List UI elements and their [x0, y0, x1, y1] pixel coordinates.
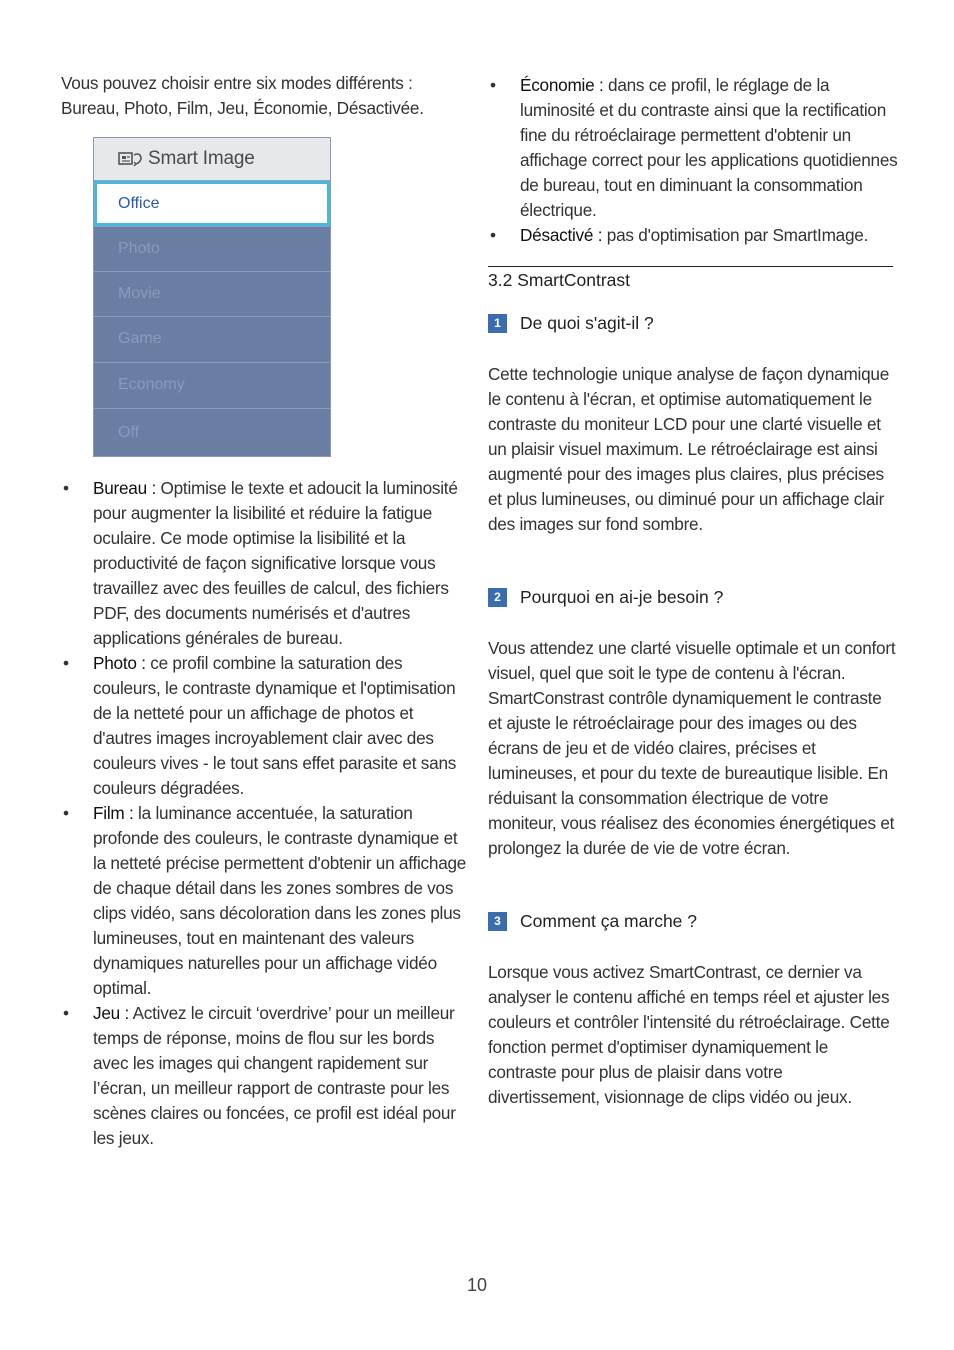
body-text: Cette technologie unique analyse de façon dynamique le contenu à l'écran, et optimise automatiquement le contraste du moniteur LCD pour une clarté visuelle et un plaisir visuel maximum. Le rétroéclairage est ainsi augmenté pour des images plus claires, plus précises et plus lumineuses, ou diminué pour un affichage clair des images sur fond sombre. — [488, 364, 890, 534]
osd-item-game[interactable]: Game — [94, 316, 330, 361]
body-text: Lorsque vous activez SmartContrast, ce dernier va analyser le contenu affiché en temps réel et ajuster les couleurs et contrôler l'intensité du rétroéclairage. Cette fonction permet d'optimiser dynamiquement le contraste pour plus de plaisir dans votre divertissement, visionnage de clips vidéo ou jeux. — [488, 962, 890, 1107]
number-badge: 3 — [488, 912, 507, 931]
mode-list-left — [61, 476, 471, 1151]
osd-header — [94, 138, 330, 181]
list-item: • Film : la luminance accentuée, la saturation profonde des couleurs, le contraste dynamique et la netteté précise permettent d'obtenir un affichage de chaque détail dans les zones sombres de vos clips vidéo, sans décoloration dans les zones plus lumineuses, tout en maintenant des valeurs dynamiques naturelles pour un affichage vidéo optimal. — [63, 803, 467, 998]
mode-list-right — [488, 73, 898, 248]
bullet-text: dans ce profil, le réglage de la luminosité et du contraste ainsi que la rectification fine du rétroéclairage permettent d'obtenir un affichage correct pour les applications quotidiennes de bureau, tout en diminuant la consommation électrique. — [520, 75, 898, 220]
section-title: 3.2 SmartContrast — [488, 270, 630, 290]
list-item: • Bureau : Optimise le texte et adoucit la luminosité pour augmenter la lisibilité et réduire la fatigue oculaire. Ce mode optimise la lisibilité et la productivité de façon significative lorsque vous travaillez avec des feuilles de calcul, des fichiers PDF, des documents numérisés et d'autres applications générales de bureau. — [63, 478, 458, 648]
subsection-heading-3 — [488, 911, 697, 932]
subsection-body-2 — [488, 636, 896, 861]
subsection-title: Pourquoi en ai-je besoin ? — [520, 587, 724, 607]
osd-item-off[interactable]: Off — [94, 408, 330, 456]
subsection-body-3 — [488, 960, 896, 1110]
smart-image-osd-panel — [93, 137, 331, 457]
osd-item-movie[interactable]: Movie — [94, 271, 330, 316]
list-item: • Jeu : Activez le circuit ‘overdrive’ pour un meilleur temps de réponse, moins de flou sur les bords avec les images qui changent rapidement sur l’écran, un meilleur rapport de contraste pour les scènes claires ou foncées, ce profil est idéal pour les jeux. — [63, 1003, 456, 1148]
subsection-heading-1 — [488, 313, 654, 334]
osd-item-office[interactable]: Office — [94, 181, 330, 226]
list-item: • Économie : dans ce profil, le réglage de la luminosité et du contraste ainsi que la rectification fine du rétroéclairage permettent d'obtenir un affichage correct pour les applications quotidiennes de bureau, tout en diminuant la consommation électrique. — [490, 75, 898, 220]
subsection-title: De quoi s'agit-il ? — [520, 313, 654, 333]
subsection-heading-2 — [488, 587, 723, 608]
intro-paragraph — [61, 71, 471, 121]
bullet-term: Économie : — [520, 75, 604, 95]
intro-text: Vous pouvez choisir entre six modes différents : Bureau, Photo, Film, Jeu, Économie, Désactivée. — [61, 73, 424, 118]
bullet-term: Jeu : — [93, 1003, 130, 1023]
osd-item-photo[interactable]: Photo — [94, 226, 330, 271]
bullet-text: Activez le circuit ‘overdrive’ pour un meilleur temps de réponse, moins de flou sur les bords avec les images qui changent rapidement sur l’écran, un meilleur rapport de contraste pour les scènes claires ou foncées, ce profil est idéal pour les jeux. — [93, 1003, 456, 1148]
bullet-term: Désactivé : — [520, 225, 603, 245]
smart-image-icon — [118, 150, 144, 168]
bullet-text: pas d'optimisation par SmartImage. — [602, 225, 869, 245]
osd-item-economy[interactable]: Economy — [94, 362, 330, 407]
bullet-term: Photo : — [93, 653, 146, 673]
bullet-text: ce profil combine la saturation des couleurs, le contraste dynamique et l'optimisation de la netteté pour un affichage de photos et d'autres images incroyablement clair avec des couleurs vives - le tout sans effet parasite et sans couleurs dégradées. — [93, 653, 457, 798]
number-badge: 1 — [488, 314, 507, 333]
subsection-title: Comment ça marche ? — [520, 911, 698, 931]
list-item: • Photo : ce profil combine la saturation des couleurs, le contraste dynamique et l'optimisation de la netteté pour un affichage de photos et d'autres images incroyablement clair avec des couleurs vives - le tout sans effet parasite et sans couleurs dégradées. — [63, 653, 457, 798]
section-divider — [488, 266, 893, 267]
page-number: 10 — [466, 1275, 488, 1295]
osd-title: Smart Image — [148, 148, 255, 169]
subsection-body-1 — [488, 362, 896, 537]
bullet-text: Optimise le texte et adoucit la luminosité pour augmenter la lisibilité et réduire la fatigue oculaire. Ce mode optimise la lisibilité et la productivité de façon significative lorsque vous travaillez avec des feuilles de calcul, des fichiers PDF, des documents numérisés et d'autres applications générales de bureau. — [93, 478, 458, 648]
bullet-term: Film : — [93, 803, 134, 823]
body-text: Vous attendez une clarté visuelle optimale et un confort visuel, quel que soit le type de contenu à l'écran. SmartConstrast contrôle dynamiquement le contraste et ajuste le rétroéclairage pour des images ou des écrans de jeu et de vidéo claires, précises et lumineuses, et pour du texte de bureautique lisible. En réduisant la consommation électrique de votre moniteur, vous réalisez des économies énergétiques et prolongez la durée de vie de votre écran. — [488, 638, 896, 858]
list-item: • Désactivé : pas d'optimisation par SmartImage. — [490, 225, 869, 245]
bullet-text: la luminance accentuée, la saturation profonde des couleurs, le contraste dynamique et la netteté précise permettent d'obtenir un affichage de chaque détail dans les zones sombres de vos clips vidéo, sans décoloration dans les zones plus lumineuses, tout en maintenant des valeurs dynamiques naturelles pour un affichage vidéo optimal. — [93, 803, 467, 998]
bullet-term: Bureau : — [93, 478, 156, 498]
number-badge: 2 — [488, 588, 507, 607]
